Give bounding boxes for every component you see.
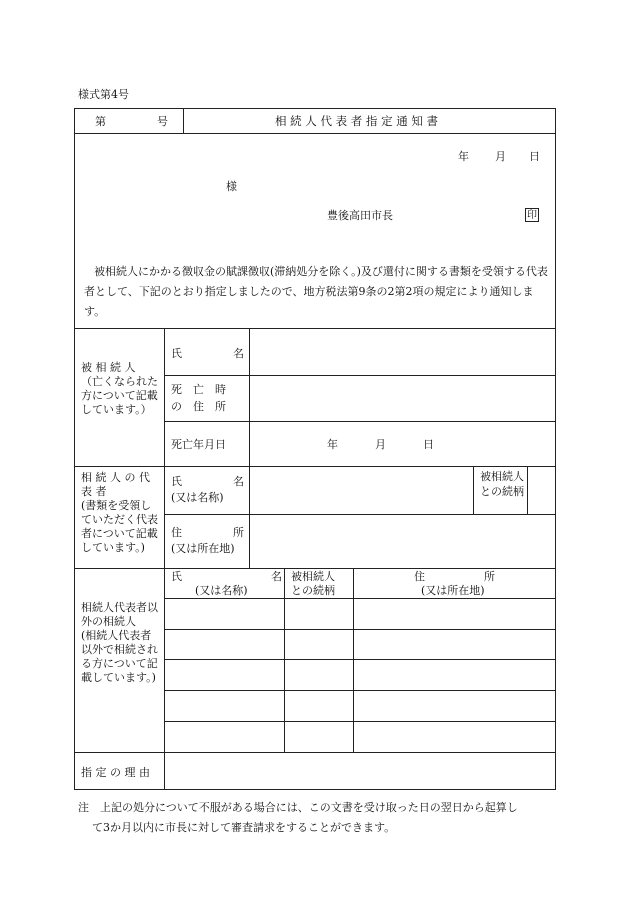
- col-divider: [249, 328, 250, 568]
- issuer-name: 豊後高田市長: [327, 209, 393, 222]
- notice-form: [74, 108, 556, 790]
- deceased-address-label-1: 死 亡 時: [171, 383, 226, 396]
- row-divider: [75, 568, 555, 569]
- representative-label-block: [81, 471, 161, 555]
- row-divider: [75, 466, 555, 467]
- addressee-suffix: 様: [226, 180, 237, 193]
- form-number: 様式第4号: [78, 88, 129, 101]
- representative-label: 相 続 人 の 代 表 者: [81, 471, 150, 498]
- heirs-col-relation-1: 被相続人: [291, 570, 335, 583]
- row-divider: [164, 375, 555, 376]
- footnote-line-2: て3か月以内に市長に対して審査請求をすることができます。: [92, 821, 396, 834]
- rep-address-label-1: 住: [171, 526, 182, 539]
- col-divider: [473, 466, 474, 514]
- number-label-dai: 第: [95, 115, 106, 128]
- deceased-name-label-2: 名: [233, 347, 244, 360]
- col-divider: [164, 328, 165, 789]
- row-divider: [164, 721, 555, 722]
- rep-address-label-2: 所: [233, 526, 244, 539]
- rep-name-label-2: 名: [233, 475, 244, 488]
- row-divider: [164, 421, 555, 422]
- col-divider: [183, 109, 184, 133]
- heirs-col-address-1: 住: [414, 570, 425, 583]
- row-divider: [75, 328, 555, 329]
- footnote-line-1: 注 上記の処分について不服がある場合には、この文書を受け取った日の翌日から起算し: [78, 801, 518, 814]
- reason-label: 指 定 の 理 由: [81, 766, 150, 779]
- deceased-name-label-1: 氏: [171, 347, 182, 360]
- death-date-label: 死亡年月日: [171, 438, 226, 451]
- row-divider: [164, 514, 555, 515]
- row-divider: [164, 690, 555, 691]
- heirs-col-name-sub: (又は名称): [195, 584, 248, 597]
- col-divider: [527, 466, 528, 514]
- date-day: 日: [529, 150, 540, 163]
- death-date-year: 年: [327, 438, 338, 451]
- heirs-col-address-2: 所: [484, 570, 495, 583]
- rep-name-label-sub: (又は名称): [171, 491, 224, 504]
- deceased-address-label-2: の 住 所: [171, 400, 226, 413]
- representative-note: (書類を受領していただく代表者について記載しています。): [81, 499, 158, 554]
- heirs-col-name-1: 氏: [171, 570, 182, 583]
- rep-address-label-sub: (又は所在地): [171, 542, 235, 555]
- death-date-day: 日: [423, 438, 434, 451]
- row-divider: [164, 629, 555, 630]
- other-heirs-label: 相続人代表者以外の相続人: [81, 601, 158, 628]
- death-date-month: 月: [375, 438, 386, 451]
- col-divider: [284, 568, 285, 752]
- form-title: 相 続 人 代 表 者 指 定 通 知 書: [275, 114, 439, 128]
- row-divider: [75, 133, 555, 134]
- heirs-col-name-2: 名: [271, 570, 282, 583]
- row-divider: [164, 659, 555, 660]
- seal-mark: 印: [527, 210, 537, 221]
- deceased-label-block: [81, 361, 161, 417]
- row-divider: [164, 598, 555, 599]
- row-divider: [75, 752, 555, 753]
- other-heirs-label-block: [81, 601, 161, 685]
- rep-name-label-1: 氏: [171, 475, 182, 488]
- heirs-col-address-sub: (又は所在地): [421, 584, 485, 597]
- footnote: [78, 798, 556, 838]
- deceased-label: 被 相 続 人: [81, 361, 136, 374]
- date-year: 年: [458, 150, 469, 163]
- notice-body-text: 被相続人にかかる徴収金の賦課徴収(滞納処分を除く。)及び還付に関する書類を受領する代表者として、下記のとおり指定しましたので、地方税法第9条の2第2項の規定により通知します。: [84, 265, 548, 318]
- number-label-go: 号: [157, 115, 168, 128]
- deceased-note: （亡くなられた方について記載しています。）: [81, 375, 158, 416]
- col-divider: [353, 568, 354, 752]
- other-heirs-note: (相続人代表者以外で相続される方について記載しています。): [81, 629, 158, 684]
- rep-relation-label: 被相続人との続柄: [480, 470, 524, 498]
- heirs-col-relation-2: との続柄: [291, 584, 335, 597]
- date-month: 月: [495, 150, 506, 163]
